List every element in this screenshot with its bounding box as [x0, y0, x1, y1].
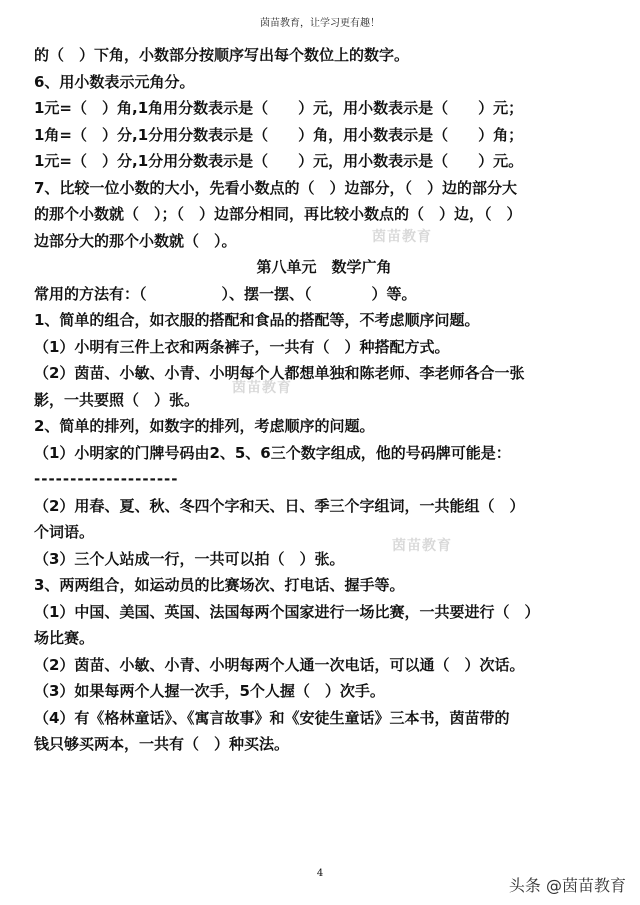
text-line: （4）有《格林童话》、《寓言故事》和《安徒生童话》三本书，茵苗带的	[34, 708, 510, 727]
text-line: （1）小明家的门牌号码由2、5、6三个数字组成，他的号码牌可能是：	[34, 443, 511, 462]
text-line: 场比赛。	[34, 629, 95, 647]
text-line: 常用的方法有：（ ）、摆一摆、（ ）等。	[34, 284, 417, 303]
text-line: （3）三个人站成一行，一共可以拍（ ）张。	[34, 549, 345, 568]
source-credit	[509, 873, 626, 896]
text-line: （1）中国、美国、英国、法国每两个国家进行一场比赛，一共要进行（ ）	[34, 602, 540, 621]
text-line: 边部分大的那个小数就（ ）。	[34, 231, 237, 250]
text-line: 7、比较一位小数的大小，先看小数点的（ ）边部分，（ ）边的部分大	[34, 178, 517, 197]
text-line: （3）如果每两个人握一次手，5个人握（ ）次手。	[34, 682, 385, 700]
text-line: （1）小明有三件上衣和两条裤子，一共有（ ）种搭配方式。	[34, 337, 450, 356]
text-line: 个词语。	[34, 523, 95, 541]
answer-blank-line: --------------------	[34, 470, 179, 488]
watermark: 茵苗教育	[232, 380, 292, 396]
page-header: 茵苗教育，让学习更有趣！	[260, 18, 380, 29]
section-heading: 第八单元 数学广角	[256, 258, 392, 276]
source-credit-text: 头条 @茵苗教育	[508, 876, 626, 895]
text-line: 1元=（ ）分,1分用分数表示是（ ）元，用小数表示是（ ）元。	[34, 152, 524, 170]
text-line: 6、用小数表示元角分。	[34, 72, 195, 91]
text-line: （2）茵苗、小敏、小青、小明每个人都想单独和陈老师、李老师各合一张	[34, 364, 525, 382]
text-line: 钱只够买两本，一共有（ ）种买法。	[34, 735, 290, 753]
watermark: 茵苗教育	[392, 538, 452, 554]
text-line: 1角=（ ）分,1分用分数表示是（ ）角，用小数表示是（ ）角；	[34, 125, 524, 144]
text-line: 3、两两组合，如运动员的比赛场次、打电话、握手等。	[34, 576, 405, 594]
watermark: 茵苗教育	[372, 229, 432, 245]
text-line: 的（ ）下角，小数部分按顺序写出每个数位上的数字。	[34, 46, 410, 64]
text-line: 影，一共要照（ ）张。	[34, 390, 200, 409]
text-line: 1、简单的组合，如衣服的搭配和食品的搭配等，不考虑顺序问题。	[34, 311, 480, 329]
page-number: 4	[316, 868, 324, 879]
text-line: 1元=（ ）角,1角用分数表示是（ ）元，用小数表示是（ ）元；	[34, 99, 524, 117]
text-line: 的那个小数就（ ）；（ ）边部分相同，再比较小数点的（ ）边，（ ）	[34, 205, 522, 223]
text-line: 2、简单的排列，如数字的排列，考虑顺序的问题。	[34, 417, 375, 435]
text-line: （2）茵苗、小敏、小青、小明每两个人通一次电话，可以通（ ）次话。	[34, 655, 525, 674]
text-line: （2）用春、夏、秋、冬四个字和天、日、季三个字组词，一共能组（ ）	[34, 496, 525, 515]
document-body	[34, 42, 614, 758]
